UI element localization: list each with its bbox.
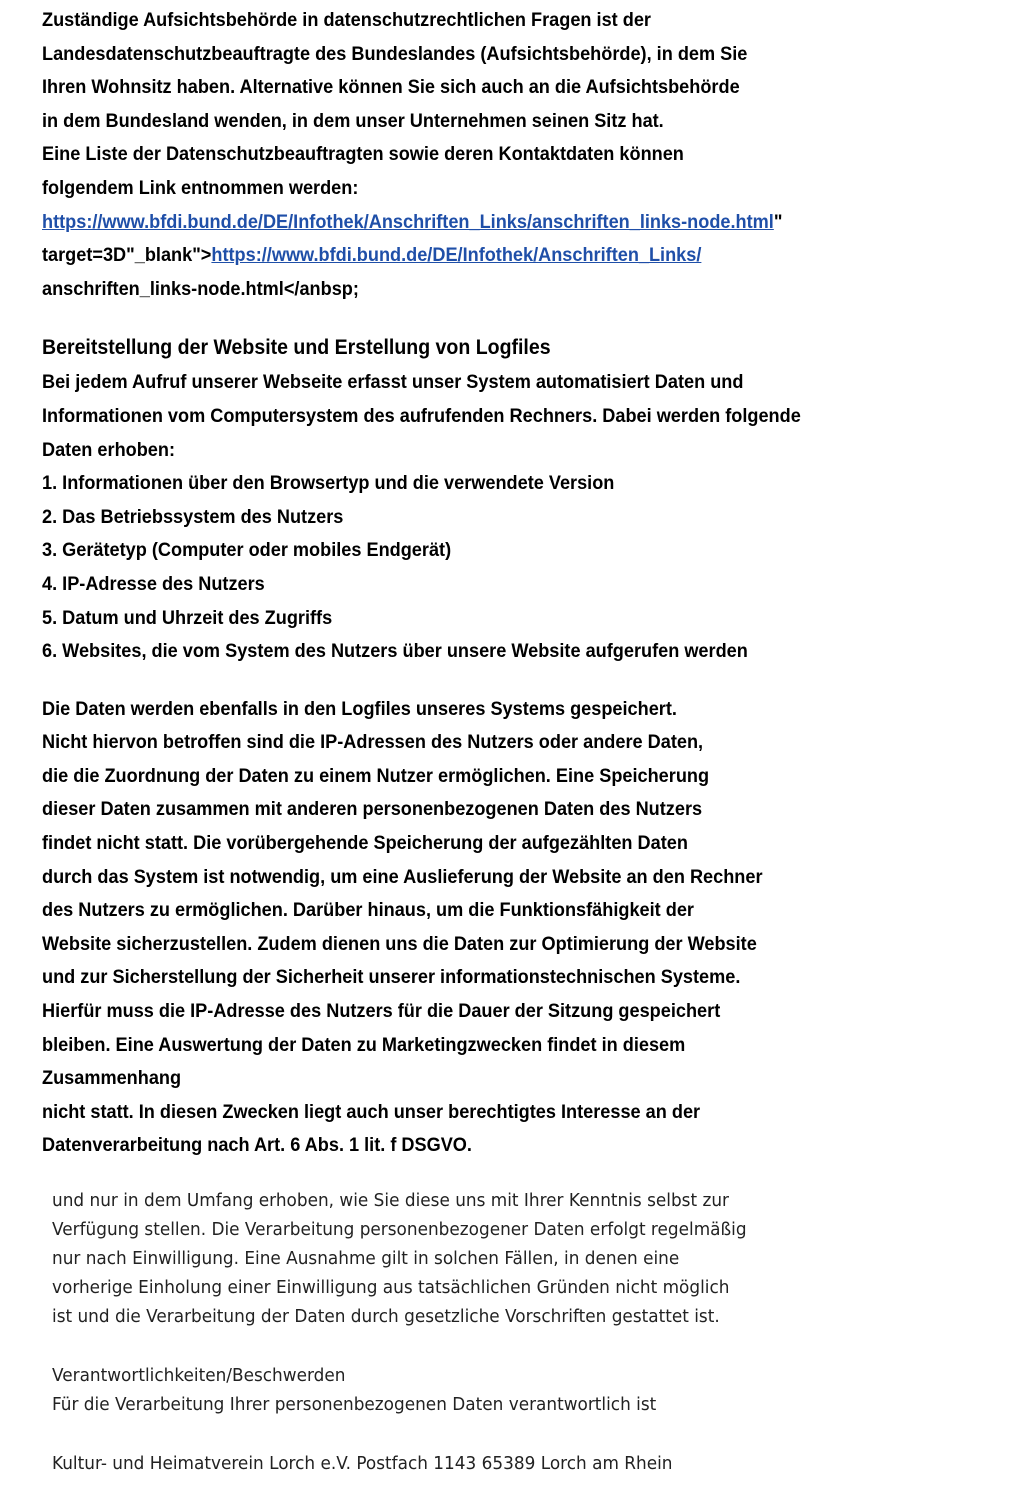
list-item: 1. Informationen über den Browsertyp und die verwendete Version xyxy=(42,472,615,495)
logfiles-body-line: Zusammenhang xyxy=(42,1067,182,1090)
authority-line-2: Landesdatenschutzbeauftragte des Bundeslandes (Aufsichtsbehörde), in dem Sie xyxy=(42,42,748,65)
consent-line: Verfügung stellen. Die Verarbeitung personenbezogener Daten erfolgt regelmäßig xyxy=(52,1220,747,1240)
responsibility-line: Für die Verarbeitung Ihrer personenbezogenen Daten verantwortlich ist xyxy=(52,1395,657,1415)
list-item: 3. Gerätetyp (Computer oder mobiles Endgerät) xyxy=(42,539,452,562)
logfiles-body-line: nicht statt. In diesen Zwecken liegt auch unser berechtigtes Interesse an der xyxy=(42,1100,701,1123)
authority-line-5: Eine Liste der Datenschutzbeauftragten sowie deren Kontaktdaten können xyxy=(42,143,684,166)
list-item: 4. IP-Adresse des Nutzers xyxy=(42,572,265,595)
responsibility-block xyxy=(52,1362,921,1420)
logfiles-body-line: bleiben. Eine Auswertung der Daten zu Marketingzwecken findet in diesem xyxy=(42,1033,686,1056)
main-text-block xyxy=(42,4,935,1163)
logfiles-heading: Bereitstellung der Website und Erstellung von Logfiles xyxy=(42,336,551,360)
logfiles-body-line: Die Daten werden ebenfalls in den Logfiles unseres Systems gespeichert. xyxy=(42,697,677,720)
logfiles-body-line: findet nicht statt. Die vorübergehende Speicherung der aufgezählten Daten xyxy=(42,832,688,855)
link-tail-line: anschriften_links-node.html</anbsp; xyxy=(42,277,359,300)
link-quote: " xyxy=(773,210,783,233)
logfiles-body-line: die die Zuordnung der Daten zu einem Nutzer ermöglichen. Eine Speicherung xyxy=(42,764,710,787)
list-item: 6. Websites, die vom System des Nutzers über unsere Website aufgerufen werden xyxy=(42,640,748,663)
spacer xyxy=(42,669,935,693)
authority-line-3: Ihren Wohnsitz haben. Alternative können Sie sich auch an die Aufsichtsbehörde xyxy=(42,76,740,99)
responsible-address: Kultur- und Heimatverein Lorch e.V. Postfach 1143 65389 Lorch am Rhein xyxy=(52,1454,673,1474)
logfiles-body-line: Nicht hiervon betroffen sind die IP-Adressen des Nutzers oder andere Daten, xyxy=(42,731,704,754)
consent-line: ist und die Verarbeitung der Daten durch gesetzliche Vorschriften gestattet ist. xyxy=(52,1307,720,1327)
authority-line-4: in dem Bundesland wenden, in dem unser Unternehmen seinen Sitz hat. xyxy=(42,109,664,132)
list-item: 2. Das Betriebssystem des Nutzers xyxy=(42,505,344,528)
address-block xyxy=(52,1450,921,1479)
bfdi-link-short[interactable]: https://www.bfdi.bund.de/DE/Infothek/Anschriften_Links/ xyxy=(211,244,702,267)
link-line-1 xyxy=(42,206,935,240)
bfdi-link-full[interactable]: https://www.bfdi.bund.de/DE/Infothek/Anschriften_Links/anschriften_links-node.html xyxy=(42,210,774,233)
link-line-2 xyxy=(42,239,935,273)
list-item: 5. Datum und Uhrzeit des Zugriffs xyxy=(42,606,333,629)
responsibility-heading: Verantwortlichkeiten/Beschwerden xyxy=(52,1366,346,1386)
consent-line: vorherige Einholung einer Einwilligung aus tatsächlichen Gründen nicht möglich xyxy=(52,1278,730,1298)
spacer xyxy=(42,306,935,330)
logfiles-body-line: Datenverarbeitung nach Art. 6 Abs. 1 lit. f DSGVO. xyxy=(42,1134,472,1157)
logfiles-body-line: Hierfür muss die IP-Adresse des Nutzers für die Dauer der Sitzung gespeichert xyxy=(42,1000,721,1023)
consent-line: nur nach Einwilligung. Eine Ausnahme gilt in solchen Fällen, in denen eine xyxy=(52,1249,680,1269)
link-target-text: target=3D"_blank"> xyxy=(42,244,212,267)
logfiles-body-line: und zur Sicherstellung der Sicherheit unserer informationstechnischen Systeme. xyxy=(42,966,741,989)
logfiles-intro-1: Bei jedem Aufruf unserer Webseite erfasst unser System automatisiert Daten und xyxy=(42,371,744,394)
logfiles-body-line: dieser Daten zusammen mit anderen personenbezogenen Daten des Nutzers xyxy=(42,798,703,821)
logfiles-body-line: Website sicherzustellen. Zudem dienen uns die Daten zur Optimierung der Website xyxy=(42,932,757,955)
logfiles-intro-2: Informationen vom Computersystem des aufrufenden Rechners. Dabei werden folgende xyxy=(42,404,801,427)
authority-line-1: Zuständige Aufsichtsbehörde in datenschutzrechtlichen Fragen ist der xyxy=(42,9,651,31)
consent-line: und nur in dem Umfang erhoben, wie Sie diese uns mit Ihrer Kenntnis selbst zur xyxy=(52,1191,729,1211)
logfiles-body-line: des Nutzers zu ermöglichen. Darüber hinaus, um die Funktionsfähigkeit der xyxy=(42,899,694,922)
logfiles-intro-3: Daten erhoben: xyxy=(42,438,176,461)
consent-block xyxy=(52,1187,921,1332)
authority-line-6: folgendem Link entnommen werden: xyxy=(42,176,359,199)
logfiles-body-line: durch das System ist notwendig, um eine Auslieferung der Website an den Rechner xyxy=(42,865,763,888)
